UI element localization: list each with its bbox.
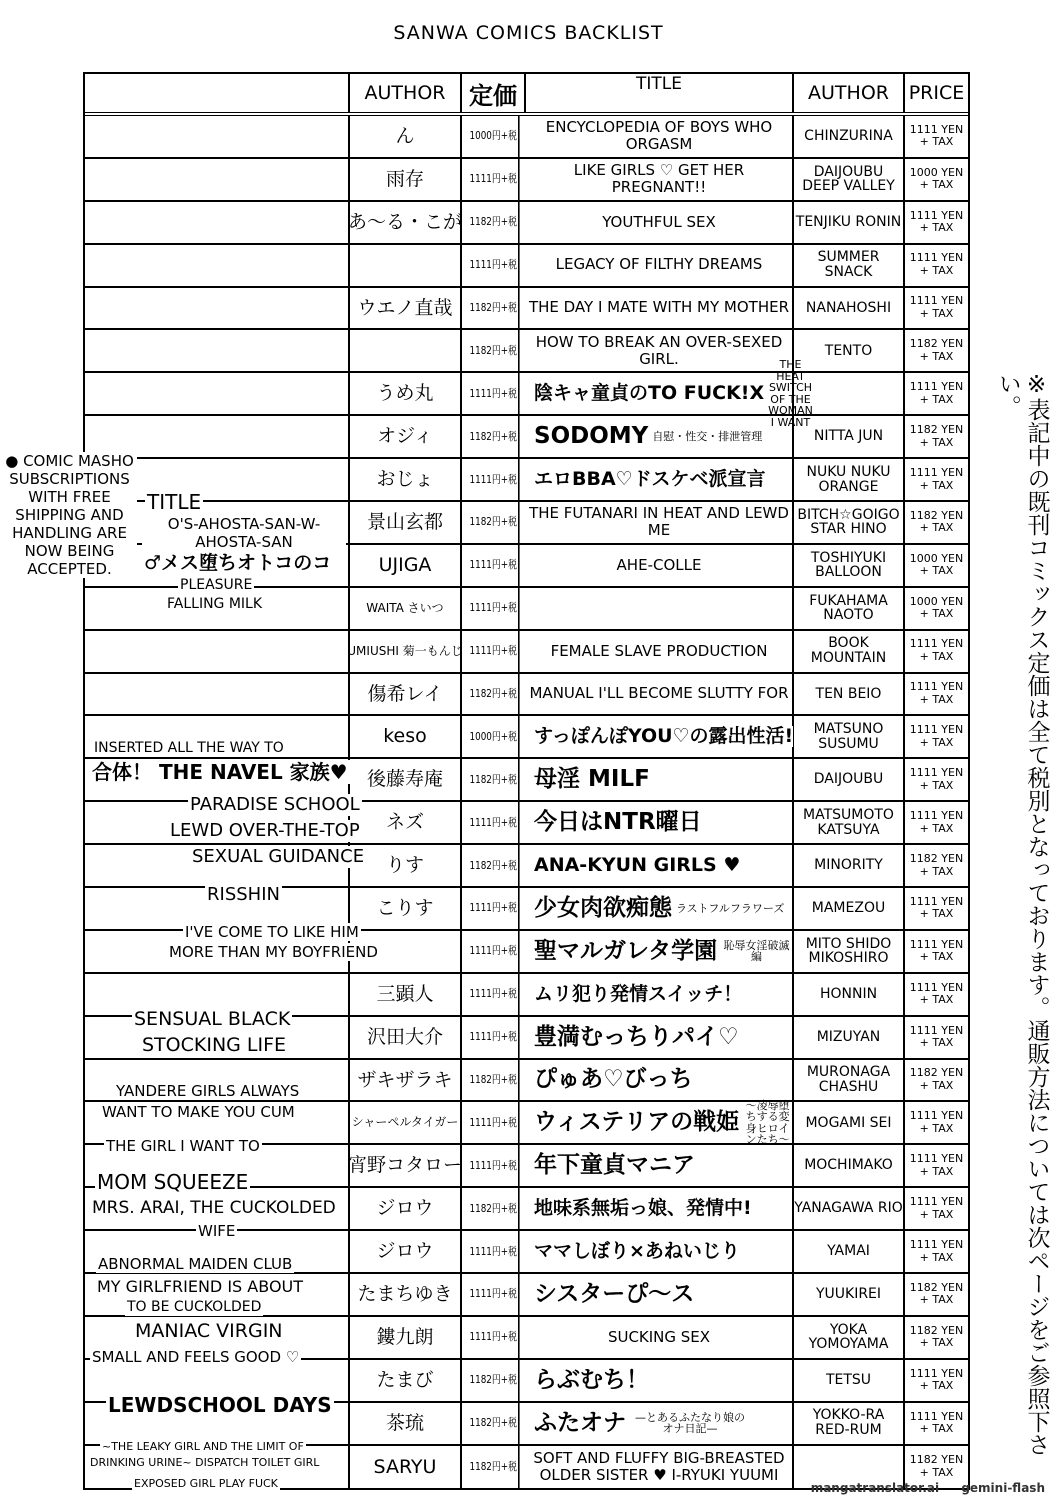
author-2-cell: MOGAMI SEI xyxy=(794,1102,905,1143)
price-jp-cell: 1111円+税 xyxy=(468,588,519,629)
author-cell: ジロウ xyxy=(350,1188,462,1229)
author-2-cell: YOKA YOMOYAMA xyxy=(794,1317,905,1358)
left-title: TO BE CUCKOLDED xyxy=(127,1299,262,1315)
title-text: らぶむち！ xyxy=(534,1366,649,1393)
table-row xyxy=(85,330,968,373)
left-title: ~THE LEAKY GIRL AND THE LIMIT OF xyxy=(102,1440,304,1453)
table-row xyxy=(85,159,968,202)
price-jp-cell: 1111円+税 xyxy=(468,1145,519,1186)
title-cell xyxy=(526,159,794,200)
header-author: AUTHOR xyxy=(350,74,462,112)
title-text: 少女肉欲痴態 xyxy=(534,894,672,921)
title-text: YOUTHFUL SEX xyxy=(602,212,716,231)
left-title: SENSUAL BLACK xyxy=(134,1008,291,1030)
title-text: 陰キャ童貞のTO FUCK!X xyxy=(534,382,765,405)
price-jp-cell: 1111円+税 xyxy=(468,1317,519,1358)
title-text: 年下童貞マニア xyxy=(534,1152,695,1179)
title-text: THE FUTANARI IN HEAT AND LEWD ME xyxy=(526,505,792,540)
price-jp-cell: 1111円+税 xyxy=(468,1102,519,1143)
title-subtext: ラストフルフラワーズ xyxy=(676,901,785,915)
price-jp-cell: 1111円+税 xyxy=(468,888,519,929)
table-row xyxy=(85,631,968,674)
left-title-cell xyxy=(85,373,350,414)
title-cell xyxy=(526,1145,794,1186)
title-cell xyxy=(526,1403,794,1444)
author-cell: 景山玄都 xyxy=(350,502,462,543)
price-cell: 1182 YEN + TAX xyxy=(909,1453,964,1480)
title-text: シスターぴ〜ス xyxy=(534,1280,695,1307)
author-2-cell: TETSU xyxy=(794,1360,905,1401)
title-cell xyxy=(526,358,813,429)
price-jp-cell: 1111円+税 xyxy=(468,1231,519,1272)
left-title: PARADISE SCHOOL xyxy=(190,794,360,815)
author-2-cell: YANAGAWA RIO xyxy=(794,1188,905,1229)
header-price: PRICE xyxy=(908,82,965,104)
left-title: STOCKING LIFE xyxy=(142,1034,287,1056)
author-2-cell: MOCHIMAKO xyxy=(794,1145,905,1186)
title-text: 今日はNTR曜日 xyxy=(534,809,702,836)
left-title: FALLING MILK xyxy=(167,596,263,612)
author-cell xyxy=(350,245,462,286)
author-cell: ネズ xyxy=(350,802,462,843)
price-jp-cell: 1111円+税 xyxy=(468,459,519,500)
title-cell xyxy=(526,1317,794,1358)
price-cell: 1111 YEN + TAX xyxy=(909,208,964,235)
author-cell: オジィ xyxy=(350,416,462,457)
author-2-cell: FUKAHAMA NAOTO xyxy=(794,588,905,629)
price-cell: 1182 YEN + TAX xyxy=(909,508,964,535)
left-title-cell xyxy=(85,330,350,371)
price-cell: 1000 YEN + TAX xyxy=(909,165,964,192)
title-cell xyxy=(526,845,794,886)
left-title: YANDERE GIRLS ALWAYS xyxy=(116,1082,300,1100)
title-cell xyxy=(526,631,794,672)
title-text: SODOMY xyxy=(534,423,649,450)
title-cell xyxy=(526,288,794,329)
author-2-cell: MITO SHIDO MIKOSHIRO xyxy=(794,931,905,972)
title-cell xyxy=(526,802,794,843)
author-2-cell: NITTA JUN xyxy=(794,416,905,457)
author-cell: あ〜る・こが xyxy=(350,202,462,243)
author-cell: ジロウ xyxy=(350,1231,462,1272)
author-2-cell: BITCH☆GOIGO STAR HINO xyxy=(794,502,905,543)
price-cell: 1111 YEN + TAX xyxy=(909,1109,964,1135)
price-jp-cell: 1111円+税 xyxy=(468,1017,519,1058)
left-title: MORE THAN MY BOYFRIEND xyxy=(169,943,378,961)
author-cell: 茶琉 xyxy=(350,1403,462,1444)
price-cell: 1111 YEN + TAX xyxy=(909,122,964,149)
price-cell: 1111 YEN + TAX xyxy=(909,680,964,707)
footer-site: mangatranslator.ai xyxy=(810,1481,940,1495)
left-title-cell xyxy=(85,674,350,715)
author-cell: りす xyxy=(350,845,462,886)
author-cell: うめ丸 xyxy=(350,373,462,414)
title-text: LIKE GIRLS ♡ GET HER PREGNANT!! xyxy=(526,162,792,197)
title-cell xyxy=(526,1188,794,1229)
author-cell: 傷希レイ xyxy=(350,674,462,715)
author-cell: 沢田大介 xyxy=(350,1017,462,1058)
price-jp-cell: 1182円+税 xyxy=(468,845,519,886)
title-text: すっぽんぽYOU♡の露出性活! xyxy=(534,725,794,748)
price-jp-cell: 1182円+税 xyxy=(468,502,519,543)
left-title-cell xyxy=(85,245,350,286)
left-title: WANT TO MAKE YOU CUM xyxy=(102,1103,295,1121)
title-cell xyxy=(526,588,794,629)
author-cell: UJIGA xyxy=(350,545,462,586)
price-cell: 1111 YEN + TAX xyxy=(909,294,964,320)
author-2-cell: MATSUMOTO KATSUYA xyxy=(794,802,905,843)
title-cell xyxy=(526,1360,794,1401)
author-cell: ザキザラキ xyxy=(350,1060,462,1101)
title-cell xyxy=(526,716,794,757)
left-title: INSERTED ALL THE WAY TO xyxy=(94,740,284,756)
title-text: LEGACY OF FILTHY DREAMS xyxy=(555,255,763,274)
price-cell: 1111 YEN + TAX xyxy=(909,1195,964,1221)
title-cell xyxy=(526,202,794,243)
title-subtext: 〜凌辱堕ちする変身ヒロインたち〜 xyxy=(745,1098,790,1147)
price-cell: 1111 YEN + TAX xyxy=(909,1237,964,1264)
author-2-cell: NANAHOSHI xyxy=(794,288,905,329)
price-cell: 1182 YEN + TAX xyxy=(909,423,964,449)
author-2-cell: TENJIKU RONIN xyxy=(794,202,905,243)
table-row xyxy=(85,674,968,717)
price-cell: 1111 YEN + TAX xyxy=(909,1409,964,1436)
price-cell: 1111 YEN + TAX xyxy=(909,637,964,664)
title-text: THE DAY I MATE WITH MY MOTHER xyxy=(528,298,790,317)
left-title: WIFE xyxy=(198,1222,236,1240)
header-blank xyxy=(85,74,350,112)
table-row xyxy=(85,116,968,159)
price-jp-cell: 1182円+税 xyxy=(468,1403,519,1444)
left-title: PLEASURE xyxy=(180,577,253,593)
left-title-cell xyxy=(85,159,350,200)
left-title-cell xyxy=(85,288,350,329)
title-cell xyxy=(526,502,794,543)
left-title-cell xyxy=(85,631,350,672)
author-cell: WAITA さいつ xyxy=(350,588,462,629)
author-2-cell: SUMMER SNACK xyxy=(794,245,905,286)
title-text: ANA-KYUN GIRLS ♥ xyxy=(534,854,741,877)
title-cell xyxy=(526,1274,794,1315)
author-2-cell: YUUKIREI xyxy=(794,1274,905,1315)
title-subtext: THE HEAT SWITCH OF THE WOMAN I WANT xyxy=(768,358,813,429)
price-jp-cell: 1000円+税 xyxy=(468,116,519,157)
title-text: ママしぼり×あねいじり xyxy=(534,1240,740,1263)
table-row xyxy=(85,459,968,502)
price-cell: 1111 YEN + TAX xyxy=(909,766,964,792)
title-text: SUCKING SEX xyxy=(607,1327,711,1346)
author-2-cell: TEN BEIO xyxy=(794,674,905,715)
title-text: ENCYCLOPEDIA OF BOYS WHO ORGASM xyxy=(526,119,792,154)
price-jp-cell: 1182円+税 xyxy=(468,416,519,457)
author-2-cell: DAIJOUBU xyxy=(794,759,905,800)
author-cell: 後藤寿庵 xyxy=(350,759,462,800)
author-cell: 三顕人 xyxy=(350,974,462,1015)
price-cell: 1111 YEN + TAX xyxy=(909,380,964,406)
author-cell: こりす xyxy=(350,888,462,929)
title-cell xyxy=(526,759,794,800)
left-title-cell xyxy=(85,202,350,243)
left-title: I'VE COME TO LIKE HIM xyxy=(185,923,359,941)
price-jp-cell: 1111円+税 xyxy=(468,931,519,972)
table-row xyxy=(85,202,968,245)
author-2-cell: DAIJOUBU DEEP VALLEY xyxy=(794,159,905,200)
title-text: HOW TO BREAK AN OVER-SEXED GIRL. xyxy=(526,334,792,369)
table-row xyxy=(85,358,968,429)
title-text: ぴゅあ♡びっち xyxy=(534,1066,693,1093)
page-title: SANWA COMICS BACKLIST xyxy=(393,22,664,44)
table-row xyxy=(85,416,968,459)
title-subtext: 恥辱女淫破滅編 xyxy=(723,938,790,964)
title-text: ふたオナ xyxy=(534,1409,626,1436)
author-2-cell: MINORITY xyxy=(794,845,905,886)
left-title: MY GIRLFRIEND IS ABOUT xyxy=(97,1277,304,1296)
left-title: THE GIRL I WANT TO xyxy=(106,1137,260,1155)
title-text: 聖マルガレタ学園 xyxy=(534,937,718,964)
price-jp-cell: 1182円+税 xyxy=(468,1446,519,1489)
price-jp-cell: 1111円+税 xyxy=(468,631,519,672)
vertical-price-note: ※表記中の既刊コミックス定価は全て税別となっております。通販方法については次ページをご参照下さい。 xyxy=(994,372,1050,1456)
title-text: エロBBA♡ドスケベ派宣言 xyxy=(534,468,766,491)
author-2-cell: MURONAGA CHASHU xyxy=(794,1060,905,1101)
price-jp-cell: 1182円+税 xyxy=(468,1188,519,1229)
left-title: EXPOSED GIRL PLAY FUCK xyxy=(134,1477,278,1490)
price-cell: 1000 YEN + TAX xyxy=(909,551,964,578)
author-cell: SARYU xyxy=(350,1446,462,1489)
author-2-cell: TENTO xyxy=(794,330,905,371)
left-title: 合体！ THE NAVEL 家族♥ xyxy=(92,760,348,784)
price-jp-cell: 1111円+税 xyxy=(468,159,519,200)
price-cell: 1111 YEN + TAX xyxy=(909,1023,964,1050)
author-2-cell: MAMEZOU xyxy=(794,888,905,929)
author-cell: 雨存 xyxy=(350,159,462,200)
author-cell: keso xyxy=(350,716,462,757)
title-text: 地味系無垢っ娘、発情中! xyxy=(534,1197,752,1220)
left-title: ABNORMAL MAIDEN CLUB xyxy=(98,1255,293,1273)
left-title: ♂メス堕ちオトコのコ xyxy=(144,552,332,574)
author-cell: おじょ xyxy=(350,459,462,500)
title-text: 母淫 MILF xyxy=(534,766,650,793)
price-jp-cell: 1111円+税 xyxy=(468,1274,519,1315)
left-title: MOM SQUEEZE xyxy=(97,1170,249,1194)
title-cell xyxy=(526,888,794,929)
price-jp-cell: 1111円+税 xyxy=(468,974,519,1015)
title-cell xyxy=(526,459,794,500)
title-cell xyxy=(526,674,794,715)
author-2-cell: MIZUYAN xyxy=(794,1017,905,1058)
header-title: TITLE xyxy=(526,74,794,112)
title-cell xyxy=(526,1017,794,1058)
price-cell: 1111 YEN + TAX xyxy=(909,465,964,492)
left-title-label: TITLE xyxy=(147,490,202,514)
title-cell xyxy=(526,1060,794,1101)
left-title: MANIAC VIRGIN xyxy=(135,1320,283,1342)
left-title: RISSHIN xyxy=(207,884,280,905)
author-cell: たまちゆき xyxy=(350,1274,462,1315)
title-cell xyxy=(526,931,794,972)
author-cell: ウエノ直哉 xyxy=(350,288,462,329)
price-cell: 1111 YEN + TAX xyxy=(909,809,964,835)
author-2-cell: NUKU NUKU ORANGE xyxy=(794,459,905,500)
price-cell: 1182 YEN + TAX xyxy=(909,851,964,878)
price-jp-cell: 1111円+税 xyxy=(468,373,519,414)
left-title-cell xyxy=(85,116,350,157)
title-subtext: 自慰・性交・排泄管理 xyxy=(652,429,763,443)
author-cell: 宵野コタロー xyxy=(350,1145,462,1186)
title-cell xyxy=(526,1098,794,1147)
author-cell: 鏤九朗 xyxy=(350,1317,462,1358)
title-text: AHE-COLLE xyxy=(616,555,702,574)
price-jp-cell: 1182円+税 xyxy=(468,202,519,243)
author-2-cell: HONNIN xyxy=(794,974,905,1015)
title-cell xyxy=(526,245,794,286)
title-text: SOFT AND FLUFFY BIG-BREASTED OLDER SISTER ♥ I-RYUKI YUUMI xyxy=(526,1450,792,1485)
title-cell xyxy=(526,416,794,457)
price-cell: 1182 YEN + TAX xyxy=(909,1280,964,1307)
author-2-cell: TOSHIYUKI BALLOON xyxy=(794,545,905,586)
author-cell: ん xyxy=(350,116,462,157)
header-author-2: AUTHOR xyxy=(794,74,905,112)
price-cell: 1182 YEN + TAX xyxy=(909,1066,964,1093)
left-title: SEXUAL GUIDANCE xyxy=(192,846,365,867)
price-jp-cell: 1182円+税 xyxy=(468,1060,519,1101)
table-header xyxy=(85,74,968,116)
title-cell xyxy=(526,545,794,586)
table-row xyxy=(85,288,968,331)
title-cell xyxy=(526,974,794,1015)
price-cell: 1182 YEN + TAX xyxy=(909,1323,964,1350)
author-2-cell: BOOK MOUNTAIN xyxy=(794,631,905,672)
header-price-jp: 定価 xyxy=(462,74,526,112)
author-2-cell: CHINZURINA xyxy=(794,116,905,157)
price-jp-cell: 1000円+税 xyxy=(468,716,519,757)
author-cell: シャーペルタイガー xyxy=(350,1102,462,1143)
price-jp-cell: 1182円+税 xyxy=(468,288,519,329)
author-cell: UMIUSHI 菊一もんじ xyxy=(350,631,462,672)
author-2-cell: YOKKO-RA RED-RUM xyxy=(794,1403,905,1444)
price-jp-cell: 1111円+税 xyxy=(468,545,519,586)
price-cell: 1111 YEN + TAX xyxy=(909,894,964,921)
title-text: MANUAL I'LL BECOME SLUTTY FOR xyxy=(529,684,789,703)
left-title: O'S-AHOSTA-SAN-W-AHOSTA-SAN xyxy=(142,515,346,551)
left-title: LEWD OVER-THE-TOP xyxy=(170,820,360,841)
left-title-cell xyxy=(85,416,350,457)
author-2-cell: YAMAI xyxy=(794,1231,905,1272)
title-subtext: —とあるふたなり娘のオナ日記— xyxy=(635,1410,745,1436)
left-title: MRS. ARAI, THE CUCKOLDED xyxy=(92,1198,336,1218)
author-2-cell xyxy=(794,373,905,414)
author-2-cell: MATSUNO SUSUMU xyxy=(794,716,905,757)
price-cell: 1111 YEN + TAX xyxy=(909,1152,964,1178)
title-text: ムリ犯り発情スイッチ！ xyxy=(534,982,743,1005)
price-cell: 1111 YEN + TAX xyxy=(909,1366,964,1393)
footer xyxy=(793,1481,1045,1495)
price-jp-cell: 1182円+税 xyxy=(468,330,519,371)
author-cell xyxy=(350,330,462,371)
price-jp-cell: 1182円+税 xyxy=(468,759,519,800)
subscription-note: ● COMIC MASHO SUBSCRIPTIONS WITH FREE SHIPPING AND HANDLING ARE NOW BEING ACCEPTED. xyxy=(2,452,137,578)
price-cell: 1111 YEN + TAX xyxy=(909,723,964,749)
title-cell xyxy=(526,330,794,371)
price-cell: 1111 YEN + TAX xyxy=(909,937,964,964)
footer-model: gemini-flash xyxy=(961,1481,1045,1495)
price-jp-cell: 1182円+税 xyxy=(468,674,519,715)
price-cell: 1000 YEN + TAX xyxy=(909,594,964,621)
price-jp-cell: 1111円+税 xyxy=(468,245,519,286)
table-row xyxy=(85,245,968,288)
left-title: SMALL AND FEELS GOOD ♡ xyxy=(92,1348,300,1366)
title-cell xyxy=(526,1231,794,1272)
price-jp-cell: 1182円+税 xyxy=(468,1360,519,1401)
price-jp-cell: 1111円+税 xyxy=(468,802,519,843)
left-title: LEWDSCHOOL DAYS xyxy=(108,1393,332,1417)
price-cell: 1182 YEN + TAX xyxy=(909,337,964,363)
author-cell: たまび xyxy=(350,1360,462,1401)
title-cell xyxy=(526,1446,794,1489)
price-cell: 1111 YEN + TAX xyxy=(909,980,964,1007)
title-text: 豊満むっちりパイ♡ xyxy=(534,1023,739,1050)
price-cell: 1111 YEN + TAX xyxy=(909,251,964,278)
left-title: DRINKING URINE~ DISPATCH TOILET GIRL xyxy=(90,1456,320,1469)
title-text: ウィステリアの戦姫 xyxy=(534,1109,740,1136)
title-text: FEMALE SLAVE PRODUCTION xyxy=(550,641,768,660)
title-cell xyxy=(526,116,794,157)
